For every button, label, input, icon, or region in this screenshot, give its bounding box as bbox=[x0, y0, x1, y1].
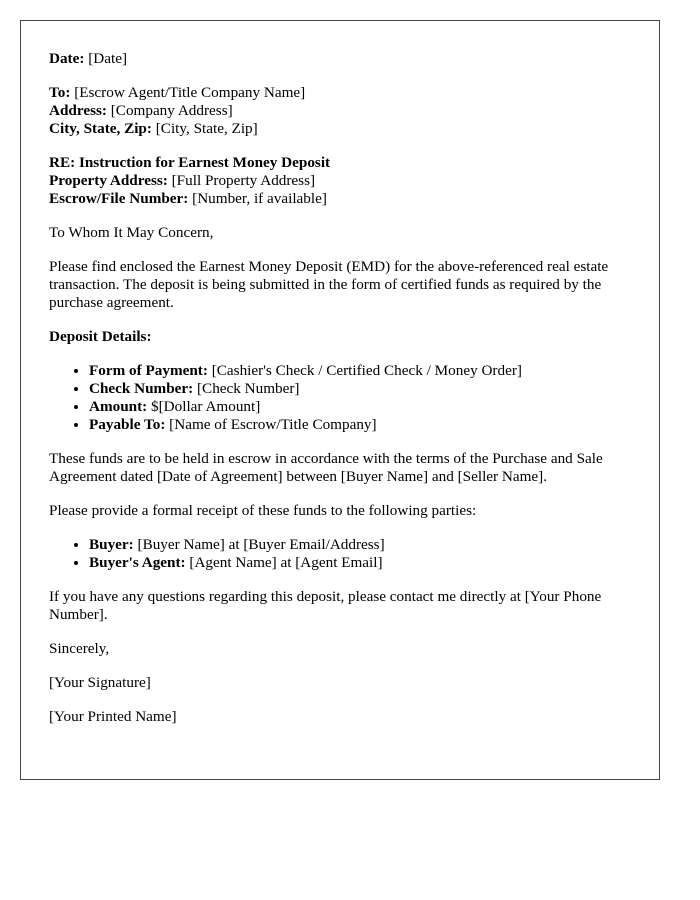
escrow-file-label: Escrow/File Number: bbox=[49, 190, 189, 207]
contact-paragraph: If you have any questions regarding this deposit, please contact me directly at [Your Phone Number]. bbox=[49, 588, 602, 623]
deposit-item-value: $[Dollar Amount] bbox=[151, 398, 261, 415]
address-label: Address: bbox=[49, 102, 107, 119]
property-address-value: [Full Property Address] bbox=[171, 172, 316, 189]
re-line bbox=[49, 154, 631, 172]
list-item bbox=[89, 416, 631, 434]
receipt-paragraph: Please provide a formal receipt of these funds to the following parties: bbox=[49, 502, 477, 519]
list-item bbox=[89, 380, 631, 398]
reference-block bbox=[49, 154, 631, 208]
deposit-item-label: Check Number: bbox=[89, 380, 194, 397]
party-label: Buyer: bbox=[89, 536, 134, 553]
party-value: [Buyer Name] at [Buyer Email/Address] bbox=[137, 536, 385, 553]
property-address-label: Property Address: bbox=[49, 172, 168, 189]
printed-name-placeholder: [Your Printed Name] bbox=[49, 708, 177, 725]
to-label: To: bbox=[49, 84, 71, 101]
city-state-zip-value: [City, State, Zip] bbox=[155, 120, 258, 137]
deposit-item-label: Payable To: bbox=[89, 416, 166, 433]
to-value: [Escrow Agent/Title Company Name] bbox=[74, 84, 306, 101]
escrow-paragraph: These funds are to be held in escrow in accordance with the terms of the Purchase and Sale Agreement dated [Date of Agreement] between [Buyer Name] and [Seller Name]. bbox=[49, 450, 603, 485]
date-value: [Date] bbox=[88, 50, 128, 67]
address-line bbox=[49, 102, 631, 120]
closing: Sincerely, bbox=[49, 640, 110, 657]
letter-page bbox=[20, 20, 660, 780]
list-item bbox=[89, 362, 631, 380]
deposit-item-value: [Name of Escrow/Title Company] bbox=[169, 416, 377, 433]
signature-placeholder: [Your Signature] bbox=[49, 674, 151, 691]
deposit-details-heading bbox=[49, 328, 631, 346]
escrow-file-value: [Number, if available] bbox=[192, 190, 327, 207]
party-label: Buyer's Agent: bbox=[89, 554, 186, 571]
deposit-details-list bbox=[49, 362, 631, 434]
city-state-zip-label: City, State, Zip: bbox=[49, 120, 152, 137]
list-item bbox=[89, 398, 631, 416]
to-line bbox=[49, 84, 631, 102]
property-address-line bbox=[49, 172, 631, 190]
parties-list bbox=[49, 536, 631, 572]
party-value: [Agent Name] at [Agent Email] bbox=[189, 554, 383, 571]
escrow-file-line bbox=[49, 190, 631, 208]
salutation: To Whom It May Concern, bbox=[49, 224, 214, 241]
re-subject: RE: Instruction for Earnest Money Deposit bbox=[49, 154, 331, 171]
intro-paragraph: Please find enclosed the Earnest Money Deposit (EMD) for the above-referenced real estate transaction. The deposit is being submitted in the form of certified funds as required by the purchase agreement. bbox=[49, 258, 609, 311]
deposit-item-label: Form of Payment: bbox=[89, 362, 208, 379]
deposit-item-label: Amount: bbox=[89, 398, 148, 415]
date-line bbox=[49, 50, 631, 68]
city-state-zip-line bbox=[49, 120, 631, 138]
date-label: Date: bbox=[49, 50, 85, 67]
address-value: [Company Address] bbox=[110, 102, 233, 119]
deposit-item-value: [Check Number] bbox=[197, 380, 300, 397]
list-item bbox=[89, 536, 631, 554]
date-block bbox=[49, 50, 631, 68]
recipient-block bbox=[49, 84, 631, 138]
list-item bbox=[89, 554, 631, 572]
deposit-item-value: [Cashier's Check / Certified Check / Money Order] bbox=[211, 362, 522, 379]
deposit-details-heading-text: Deposit Details: bbox=[49, 328, 152, 345]
